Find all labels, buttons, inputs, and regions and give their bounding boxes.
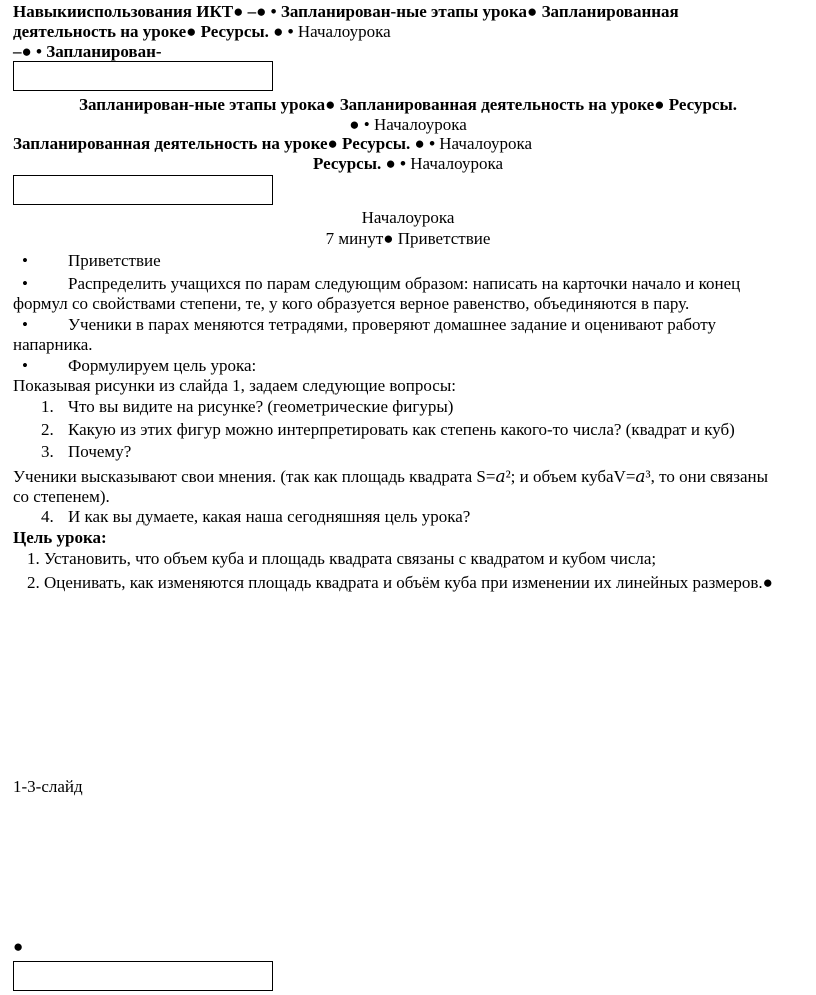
goal-title: Цель урока: (13, 528, 107, 547)
bullet-icon: • (22, 356, 28, 375)
bullet-icon: • (22, 315, 28, 334)
question-text: Почему? (68, 442, 132, 461)
header-line-3: –● • Запланирован- (13, 42, 162, 61)
block2-line-3-normal: Началоурока (435, 134, 533, 153)
header-line-2 (13, 22, 391, 42)
goal-item-2: 2. Оценивать, как изменяются площадь квадрата и объём куба при изменении их линейных размеров.● (27, 573, 773, 592)
header-line-2-bold: деятельность на уроке● Ресурсы. ● • (13, 22, 294, 41)
question-text: Что вы видите на рисунке? (геометрические фигуры) (68, 397, 454, 416)
stage-title: Началоурока (361, 208, 455, 227)
question-text: Какую из этих фигур можно интерпретировать как степень какого-то числа? (квадрат и куб) (68, 420, 735, 439)
block2-line-3 (13, 134, 532, 154)
question-number: 4. (41, 507, 54, 526)
header-line-2-normal: Началоурока (293, 22, 391, 41)
bullet-text-2-cont: формул со свойствами степени, те, у кого образуется верное равенство, объединяются в пару. (13, 294, 690, 313)
question-number: 3. (41, 442, 54, 461)
intro-text: Показывая рисунки из слайда 1, задаем следующие вопросы: (13, 376, 456, 395)
bottom-bullet-icon: ● (13, 937, 24, 956)
empty-input-box-1[interactable] (13, 61, 273, 91)
block2-line-4-bold: Ресурсы. ● • (312, 154, 406, 173)
question-number: 2. (41, 420, 54, 439)
bullet-text-3-cont: напарника. (13, 335, 93, 354)
question-text: И как вы думаете, какая наша сегодняшняя цель урока? (68, 507, 471, 526)
bullet-icon: • (22, 274, 28, 293)
stage-time: 7 минут● Приветствие (325, 229, 491, 248)
slide-label: 1-3-слайд (13, 777, 83, 796)
bullet-icon: • (22, 251, 28, 270)
bullet-text-3: Ученики в парах меняются тетрадями, проверяют домашнее задание и оценивают работу (68, 315, 716, 334)
empty-input-box-2[interactable] (13, 175, 273, 205)
header-line-1: Навыкииспользования ИКТ● –● • Запланирован-ные этапы урока● Запланированная (13, 2, 679, 21)
goal-item-1: 1. Установить, что объем куба и площадь квадрата связаны с квадратом и кубом числа; (27, 549, 657, 568)
block2-line-4-normal: Началоурока (405, 154, 503, 173)
empty-input-box-3[interactable] (13, 961, 273, 991)
question-number: 1. (41, 397, 54, 416)
answer-line-2: со степенем). (13, 487, 110, 506)
bullet-text-1: Приветствие (68, 251, 161, 270)
bullet-text-4: Формулируем цель урока: (68, 356, 257, 375)
block2-line-2: ● • Началоурока (349, 115, 467, 134)
block2-line-1: Запланирован-ные этапы урока● Запланированная деятельность на уроке● Ресурсы. (78, 95, 738, 114)
block2-line-4 (0, 154, 816, 174)
block2-line-3-bold: Запланированная деятельность на уроке● Ресурсы. ● • (13, 134, 436, 153)
bullet-text-2: Распределить учащихся по парам следующим образом: написать на карточки начало и конец (68, 274, 741, 293)
answer-line-1: Ученики высказывают свои мнения. (так как площадь квадрата S=𝑎²; и объем кубаV=𝑎³, то они связаны (13, 467, 769, 486)
